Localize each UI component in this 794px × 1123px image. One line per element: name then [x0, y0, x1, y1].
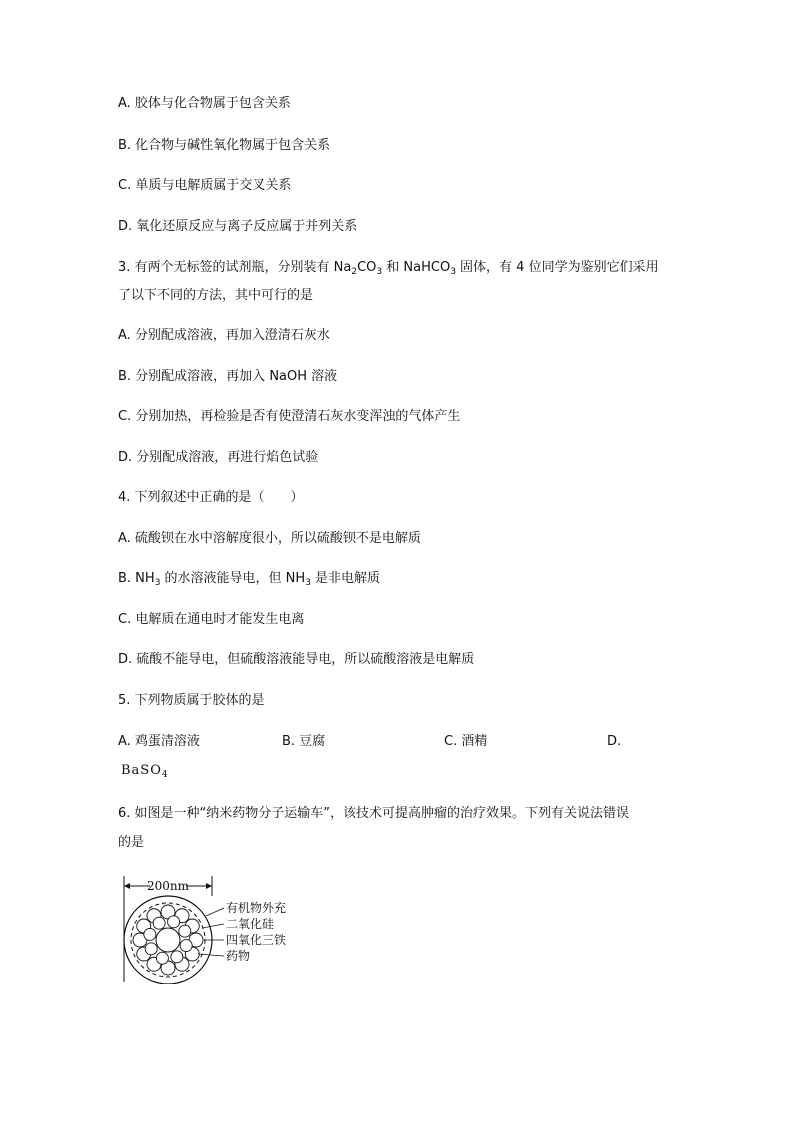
q3-option-d: D. 分别配成溶液，再进行焰色试验 — [118, 450, 319, 465]
label-organic-shell: 有机物外充 — [226, 901, 287, 915]
scale-label: 200nm — [146, 879, 190, 893]
bead-circle — [156, 952, 168, 964]
q5-option-d: D. — [607, 734, 622, 749]
q4-option-d: D. 硫酸不能导电，但硫酸溶液能导电，所以硫酸溶液是电解质 — [118, 652, 475, 667]
label-drug: 药物 — [226, 949, 251, 963]
bead-circle — [145, 943, 157, 955]
q2-option-a: A. 胶体与化合物属于包含关系 — [118, 96, 291, 111]
q5-stem: 5. 下列物质属于胶体的是 — [118, 693, 265, 708]
drug-core-circle — [156, 928, 180, 952]
label-iron-oxide: 四氧化三铁 — [226, 933, 287, 947]
bead-circle — [180, 940, 192, 952]
q2-option-b: B. 化合物与碱性氧化物属于包含关系 — [118, 138, 331, 153]
q3-option-c: C. 分别加热，再检验是否有使澄清石灰水变浑浊的气体产生 — [118, 409, 461, 424]
q3-stem-line1: 3. 有两个无标签的试剂瓶，分别装有 $Na_2CO_3$ 和 NaHCO$_3$ 固体，有 4 位同学为鉴别它们采用 — [118, 260, 659, 277]
q4-stem: 4. 下列叙述中正确的是（ ） — [118, 490, 304, 505]
q2-option-c: C. 单质与电解质属于交叉关系 — [118, 178, 292, 193]
q3-stem-line2: 了以下不同的方法，其中可行的是 — [118, 288, 314, 303]
q4-option-c: C. 电解质在通电时才能发生电离 — [118, 612, 305, 627]
bead-circle — [168, 916, 180, 928]
q4-option-b: B. $NH_3$ 的水溶液能导电，但 $NH_3$ 是非电解质 — [118, 571, 381, 588]
q5-option-a: A. 鸡蛋清溶液 — [118, 734, 200, 749]
q3-option-b: B. 分别配成溶液，再加入 NaOH 溶液 — [118, 369, 338, 384]
q4-option-a: A. 硫酸钡在水中溶解度很小，所以硫酸钡不是电解质 — [118, 531, 421, 546]
nano-carrier-figure — [118, 872, 308, 984]
q6-stem-line2: 的是 — [118, 835, 145, 850]
bead-circle — [153, 917, 165, 929]
label-silica: 二氧化硅 — [226, 917, 275, 931]
q6-stem-line1: 6. 如图是一种“纳米药物分子运输车”，该技术可提高肿瘤的治疗效果。下列有关说法错误 — [118, 806, 630, 821]
bead-circle — [171, 951, 183, 963]
q3-option-a: A. 分别配成溶液，再加入澄清石灰水 — [118, 328, 330, 343]
bead-circle — [144, 928, 156, 940]
bead-circle — [179, 925, 191, 937]
q2-option-d: D. 氧化还原反应与离子反应属于并列关系 — [118, 219, 358, 234]
q5-option-b: B. 豆腐 — [282, 734, 326, 749]
q5-option-c: C. 酒精 — [444, 734, 488, 749]
q5-option-d-formula: BaSO$_4$ — [121, 763, 169, 780]
